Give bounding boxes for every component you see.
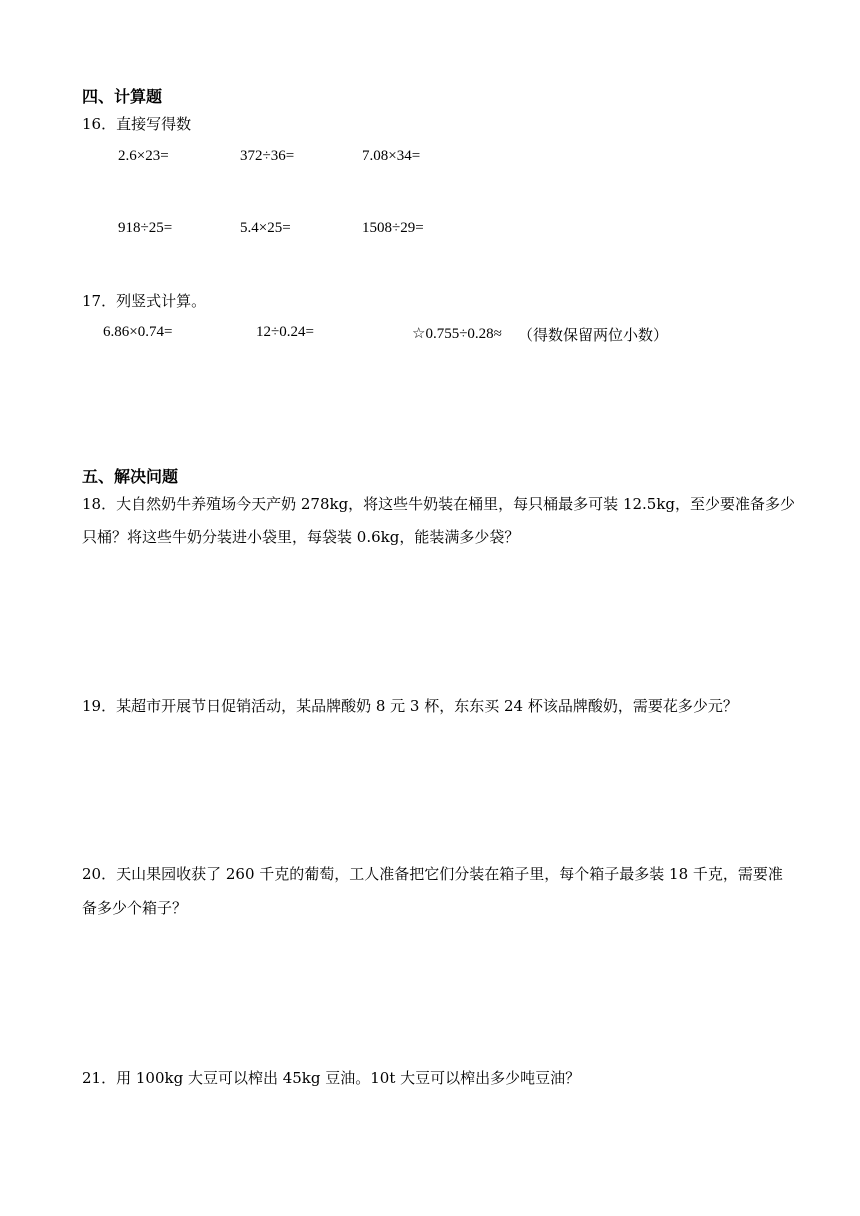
q17-rounding-note: （得数保留两位小数）: [518, 326, 669, 344]
q16-expression: 1508÷29=: [362, 220, 424, 236]
q16-expression: 7.08×34=: [362, 148, 421, 164]
question-18-line: 只桶？将这些牛奶分装进小袋里，每袋装 0.6kg，能装满多少袋？: [82, 528, 520, 546]
q16-expression: 5.4×25=: [240, 220, 291, 236]
question-16-label: 16．直接写得数: [82, 115, 192, 133]
section-heading-problem-solving: 五、解决问题: [82, 467, 179, 486]
question-18-line: 18．大自然奶牛养殖场今天产奶 278kg，将这些牛奶装在桶里，每只桶最多可装 12.5kg，至少要准备多少: [82, 495, 796, 513]
q16-expression: 372÷36=: [240, 148, 295, 164]
question-20-line: 备多少个箱子？: [82, 899, 188, 917]
q17-expression-starred: ☆0.755÷0.28≈: [412, 326, 502, 342]
question-21-line: 21．用 100kg 大豆可以榨出 45kg 豆油。10t 大豆可以榨出多少吨豆油？: [82, 1069, 581, 1087]
q17-expression: 12÷0.24=: [256, 324, 314, 340]
question-17-label: 17．列竖式计算。: [82, 292, 207, 310]
question-20-line: 20．天山果园收获了 260 千克的葡萄，工人准备把它们分装在箱子里，每个箱子最多装 18 千克，需要准: [82, 865, 783, 883]
question-19-line: 19．某超市开展节日促销活动，某品牌酸奶 8 元 3 杯，东东买 24 杯该品牌酸奶，需要花多少元？: [82, 697, 738, 715]
q16-expression: 918÷25=: [118, 220, 173, 236]
section-heading-calculation: 四、计算题: [82, 87, 163, 106]
q16-expression: 2.6×23=: [118, 148, 169, 164]
q17-expression: 6.86×0.74=: [103, 324, 173, 340]
